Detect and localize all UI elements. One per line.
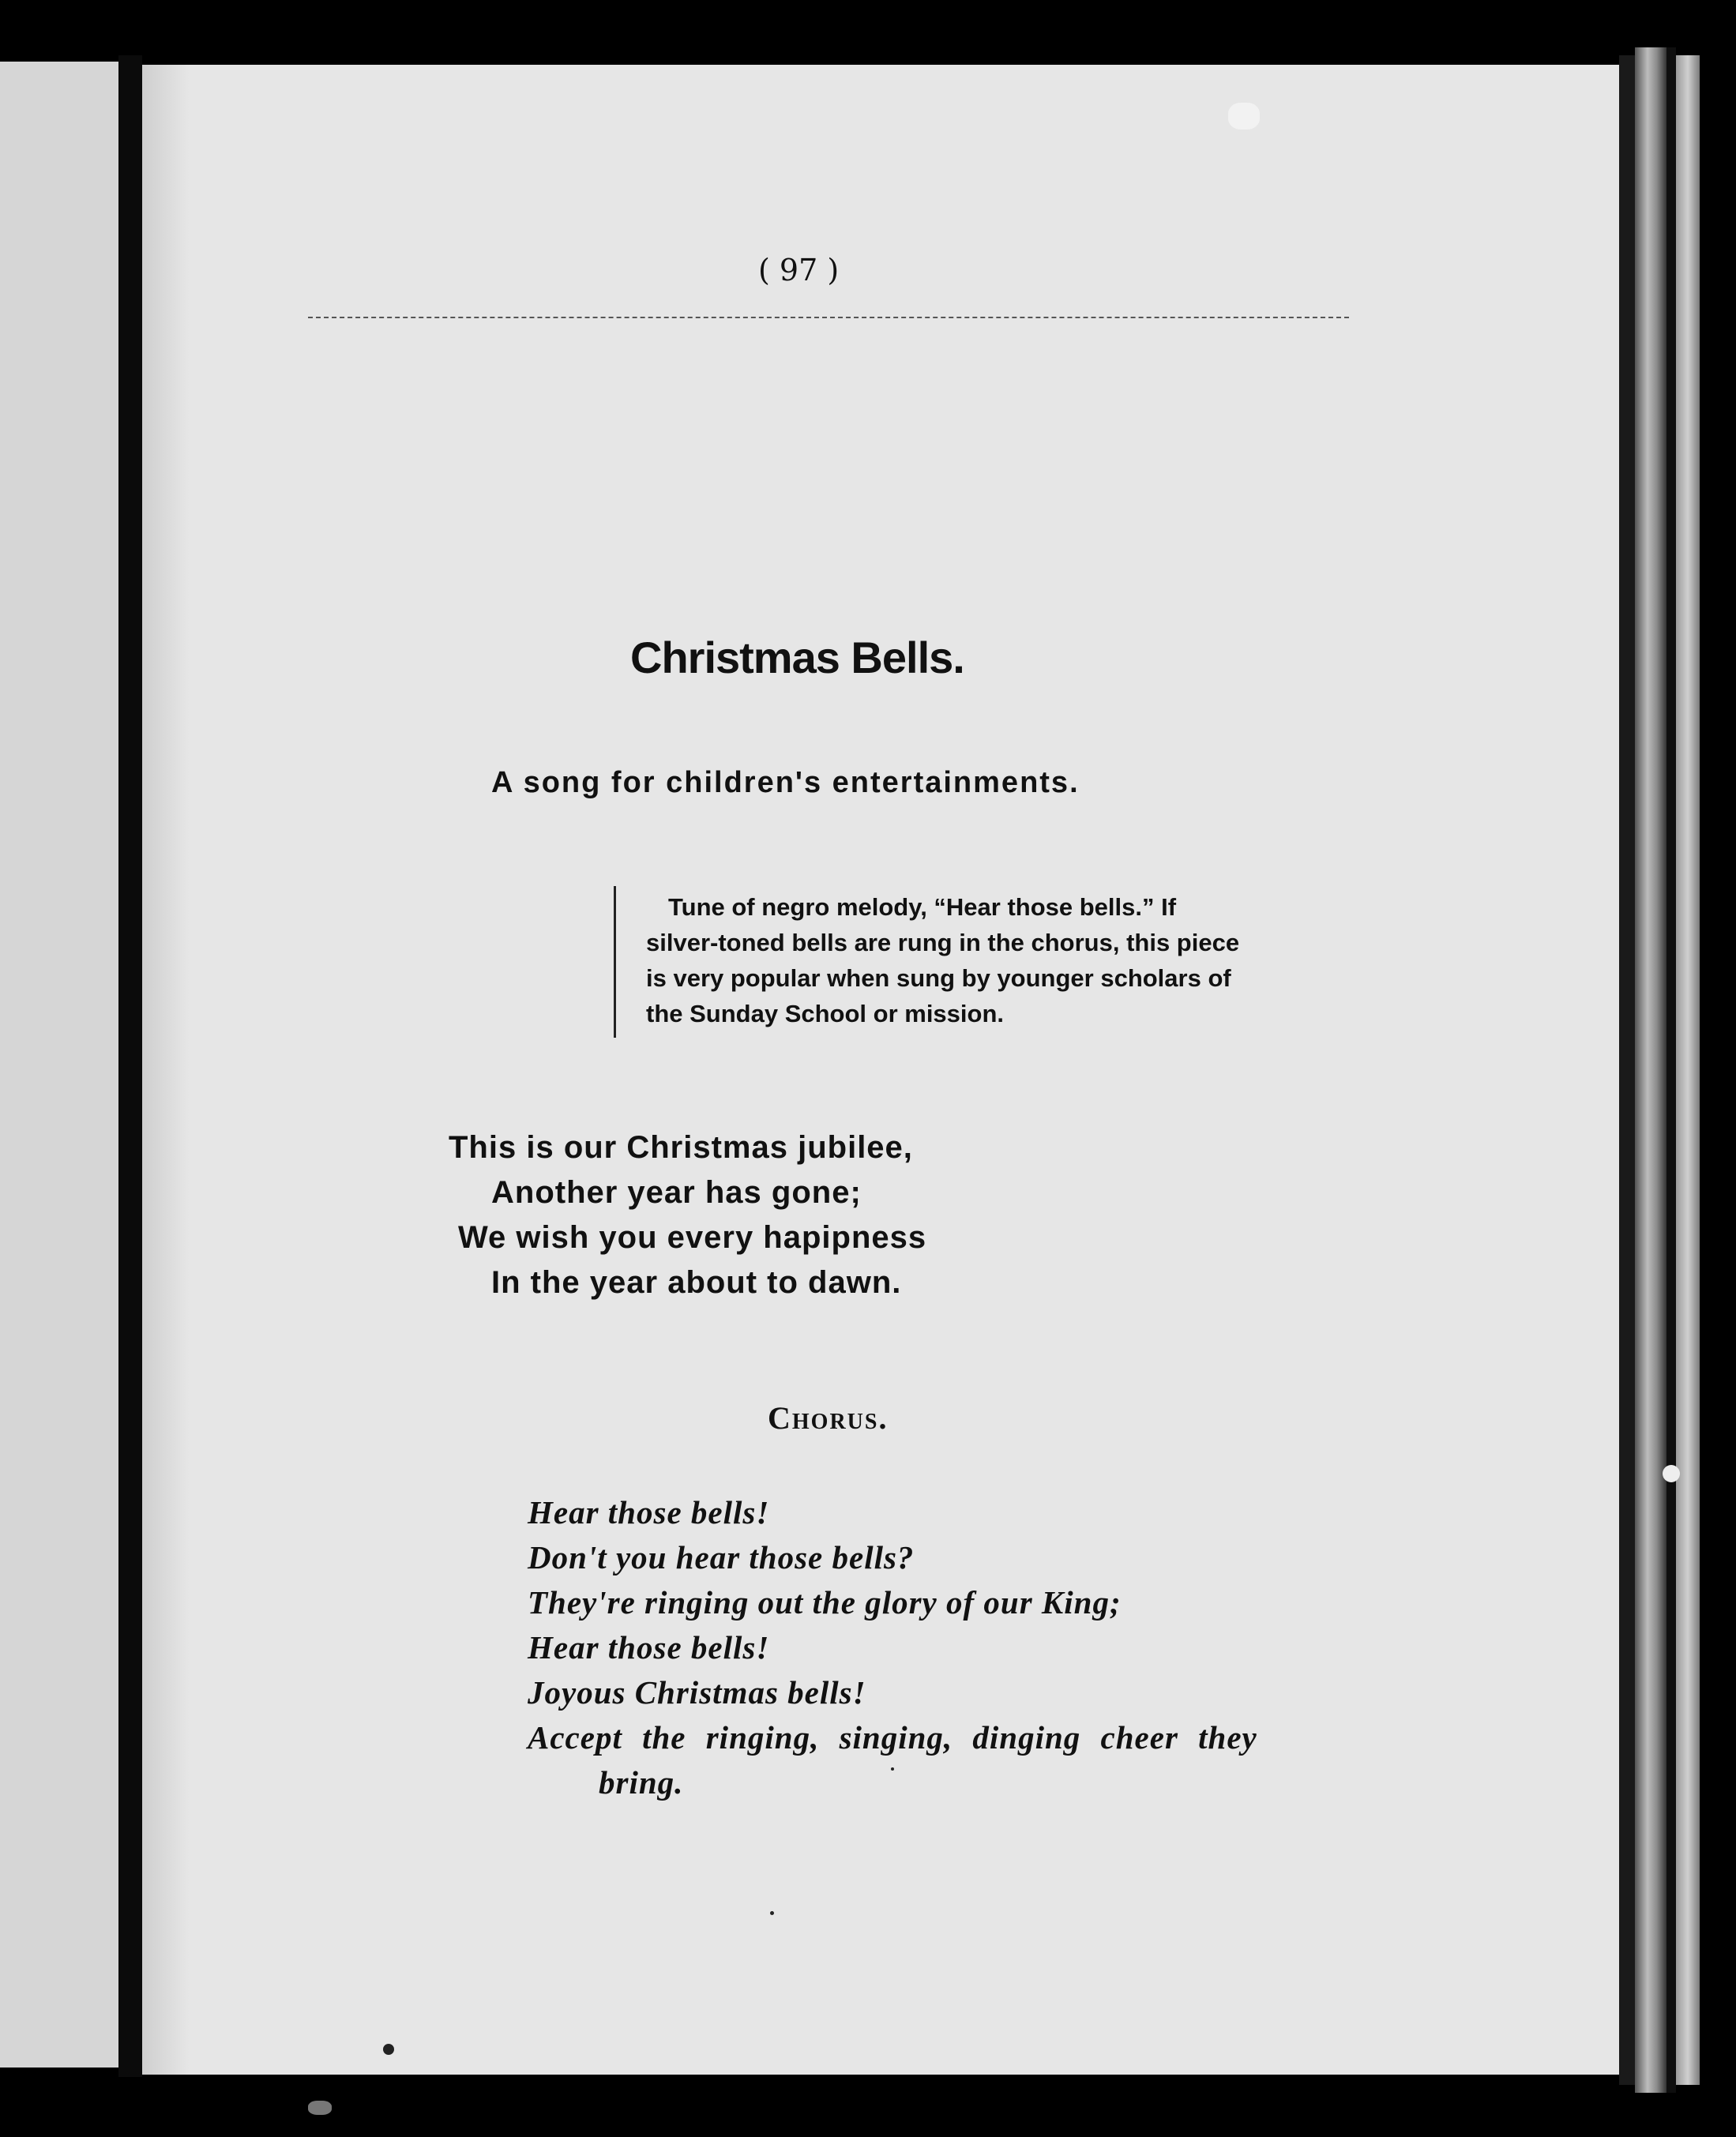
page-binding-edge (1666, 47, 1676, 2093)
print-speck (891, 1767, 894, 1771)
print-speck (1228, 103, 1260, 130)
note-line: is very popular when sung by younger scholars of (646, 964, 1231, 992)
note-sidebar-rule (614, 886, 616, 1038)
verse-line: In the year about to dawn. (491, 1265, 902, 1300)
note-line: the Sunday School or mission. (646, 1000, 1005, 1027)
tune-note (646, 889, 1239, 1031)
page-binding-edge (1619, 55, 1635, 2085)
chorus-line: They're ringing out the glory of our King; (528, 1584, 1122, 1621)
verse-line: Another year has gone; (491, 1175, 862, 1210)
page-number: ( 97 ) (758, 253, 840, 287)
page-stack-edge (1635, 47, 1666, 2093)
page-subtitle: A song for children's entertainments. (491, 766, 1080, 799)
note-line: silver-toned bells are rung in the chorus, this piece (646, 929, 1240, 956)
verse-line: We wish you every hapipness (458, 1220, 927, 1255)
chorus-heading: Chorus. (768, 1400, 889, 1436)
chorus-line: Accept the ringing, singing, dinging cheer they (528, 1719, 1257, 1756)
left-page-edge (0, 62, 118, 2068)
chorus-line: bring. (599, 1764, 684, 1801)
print-speck (308, 2101, 332, 2115)
header-divider (308, 317, 1349, 318)
note-line: Tune of negro melody, “Hear those bells.” If (668, 893, 1177, 921)
verse-line: This is our Christmas jubilee, (449, 1130, 913, 1165)
chorus-line: Hear those bells! (528, 1494, 770, 1530)
print-speck (1663, 1465, 1680, 1482)
verse (449, 1125, 926, 1305)
print-speck (770, 1911, 774, 1915)
page-shadow (142, 65, 190, 2075)
chorus (528, 1490, 1257, 1805)
page-title: Christmas Bells. (630, 633, 964, 682)
chorus-line: Hear those bells! (528, 1629, 770, 1666)
chorus-line: Joyous Christmas bells! (528, 1674, 866, 1711)
book-gutter (118, 55, 142, 2077)
print-speck (383, 2044, 394, 2055)
chorus-line: Don't you hear those bells? (528, 1539, 915, 1576)
page-stack-edge (1676, 55, 1700, 2085)
